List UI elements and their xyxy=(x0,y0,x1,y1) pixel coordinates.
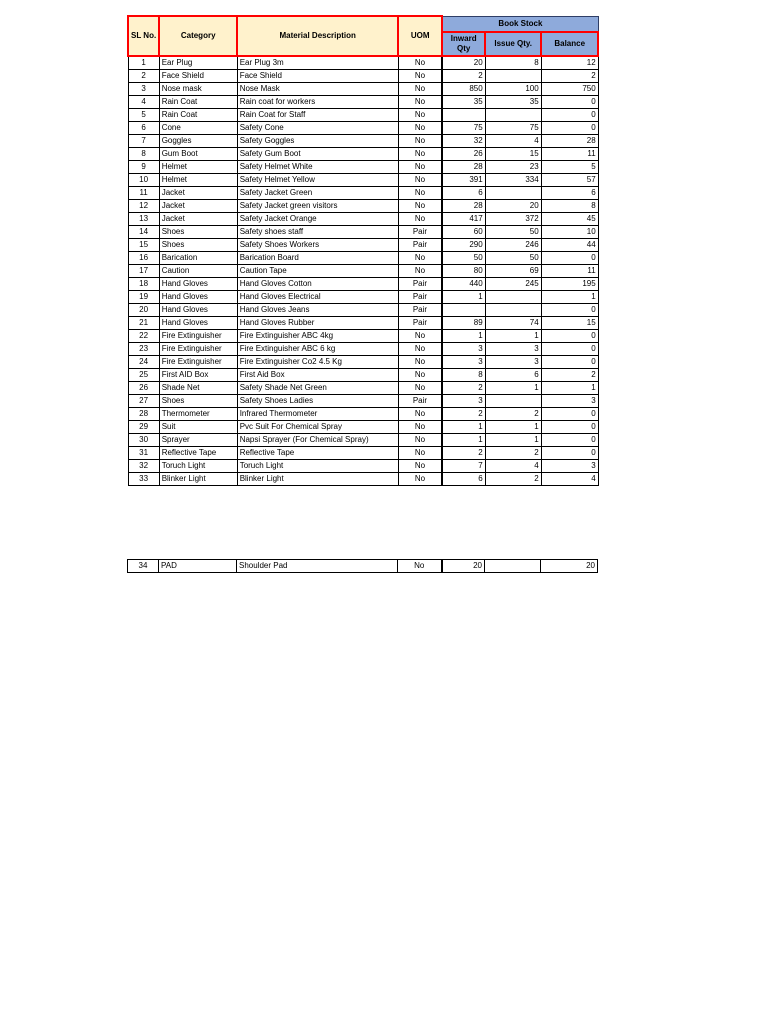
table-row xyxy=(128,433,598,446)
cell-category: Face Shield xyxy=(159,69,237,82)
cell-sl-no: 5 xyxy=(128,108,159,121)
cell-uom: No xyxy=(398,472,442,485)
cell-sl-no: 27 xyxy=(128,394,159,407)
cell-uom: No xyxy=(398,459,442,472)
cell-balance: 0 xyxy=(541,108,598,121)
cell-issue-qty: 1 xyxy=(485,420,541,433)
cell-category: Caution xyxy=(159,264,237,277)
cell-issue-qty: 2 xyxy=(485,446,541,459)
cell-uom: Pair xyxy=(398,303,442,316)
cell-material-description: Shoulder Pad xyxy=(237,560,398,573)
cell-uom: No xyxy=(398,251,442,264)
cell-issue-qty: 100 xyxy=(485,82,541,95)
cell-balance: 44 xyxy=(541,238,598,251)
table-row xyxy=(128,446,598,459)
cell-category: Jacket xyxy=(159,212,237,225)
cell-issue-qty xyxy=(485,108,541,121)
cell-category: Hand Gloves xyxy=(159,303,237,316)
cell-uom: Pair xyxy=(398,238,442,251)
cell-sl-no: 3 xyxy=(128,82,159,95)
cell-uom: No xyxy=(398,121,442,134)
cell-issue-qty xyxy=(485,69,541,82)
cell-category: Hand Gloves xyxy=(159,316,237,329)
cell-inward-qty: 60 xyxy=(442,225,485,238)
cell-issue-qty: 6 xyxy=(485,368,541,381)
header-book-stock: Book Stock xyxy=(442,16,598,32)
cell-material-description: Barication Board xyxy=(237,251,398,264)
cell-category: Rain Coat xyxy=(159,95,237,108)
cell-uom: No xyxy=(398,329,442,342)
cell-material-description: Safety Shoes Workers xyxy=(237,238,398,251)
cell-uom: Pair xyxy=(398,290,442,303)
table-row xyxy=(128,82,598,95)
cell-balance: 0 xyxy=(541,251,598,264)
cell-issue-qty: 1 xyxy=(485,381,541,394)
cell-balance: 8 xyxy=(541,199,598,212)
cell-uom: No xyxy=(398,173,442,186)
cell-material-description: Infrared Thermometer xyxy=(237,407,398,420)
cell-issue-qty: 4 xyxy=(485,134,541,147)
cell-sl-no: 26 xyxy=(128,381,159,394)
cell-sl-no: 14 xyxy=(128,225,159,238)
cell-sl-no: 25 xyxy=(128,368,159,381)
extra-stock-table xyxy=(127,559,598,573)
cell-inward-qty: 26 xyxy=(442,147,485,160)
cell-issue-qty: 75 xyxy=(485,121,541,134)
header-category: Category xyxy=(159,16,237,56)
cell-uom: No xyxy=(398,147,442,160)
cell-inward-qty: 28 xyxy=(442,160,485,173)
cell-category: Thermometer xyxy=(159,407,237,420)
cell-category: Blinker Light xyxy=(159,472,237,485)
cell-inward-qty: 75 xyxy=(442,121,485,134)
cell-inward-qty: 2 xyxy=(442,381,485,394)
cell-inward-qty: 6 xyxy=(442,186,485,199)
table-row xyxy=(128,134,598,147)
table-row xyxy=(128,186,598,199)
table-row xyxy=(128,381,598,394)
cell-issue-qty: 50 xyxy=(485,251,541,264)
cell-issue-qty: 23 xyxy=(485,160,541,173)
cell-issue-qty: 50 xyxy=(485,225,541,238)
cell-uom: No xyxy=(398,381,442,394)
cell-category: Gum Boot xyxy=(159,147,237,160)
cell-balance: 0 xyxy=(541,342,598,355)
cell-issue-qty: 3 xyxy=(485,342,541,355)
cell-material-description: Hand Gloves Rubber xyxy=(237,316,398,329)
cell-uom: No xyxy=(398,56,442,70)
cell-sl-no: 7 xyxy=(128,134,159,147)
cell-balance: 3 xyxy=(541,394,598,407)
cell-inward-qty: 2 xyxy=(442,69,485,82)
cell-material-description: Nose Mask xyxy=(237,82,398,95)
cell-inward-qty: 3 xyxy=(442,355,485,368)
cell-material-description: Fire Extinguisher Co2 4.5 Kg xyxy=(237,355,398,368)
cell-issue-qty xyxy=(485,560,541,573)
cell-sl-no: 4 xyxy=(128,95,159,108)
header-uom: UOM xyxy=(398,16,442,56)
table-row xyxy=(128,303,598,316)
cell-sl-no: 8 xyxy=(128,147,159,160)
cell-balance: 0 xyxy=(541,95,598,108)
cell-material-description: Safety Gum Boot xyxy=(237,147,398,160)
cell-inward-qty: 32 xyxy=(442,134,485,147)
cell-material-description: Fire Extinguisher ABC 6 kg xyxy=(237,342,398,355)
cell-category: Toruch Light xyxy=(159,459,237,472)
cell-uom: Pair xyxy=(398,394,442,407)
table-row xyxy=(128,212,598,225)
cell-sl-no: 33 xyxy=(128,472,159,485)
cell-inward-qty: 3 xyxy=(442,394,485,407)
cell-material-description: Rain coat for workers xyxy=(237,95,398,108)
cell-uom: No xyxy=(398,446,442,459)
cell-category: Hand Gloves xyxy=(159,277,237,290)
cell-uom: No xyxy=(398,199,442,212)
cell-uom: No xyxy=(398,212,442,225)
cell-issue-qty: 69 xyxy=(485,264,541,277)
cell-uom: No xyxy=(398,134,442,147)
cell-category: Jacket xyxy=(159,186,237,199)
cell-category: Helmet xyxy=(159,173,237,186)
cell-sl-no: 12 xyxy=(128,199,159,212)
cell-sl-no: 30 xyxy=(128,433,159,446)
extra-table-body xyxy=(128,560,598,573)
table-row xyxy=(128,472,598,485)
cell-issue-qty xyxy=(485,186,541,199)
cell-uom: No xyxy=(398,160,442,173)
cell-category: Fire Extinguisher xyxy=(159,342,237,355)
cell-balance: 195 xyxy=(541,277,598,290)
cell-inward-qty: 1 xyxy=(442,433,485,446)
cell-balance: 11 xyxy=(541,147,598,160)
cell-category: Shoes xyxy=(159,225,237,238)
table-body xyxy=(128,56,598,486)
cell-sl-no: 10 xyxy=(128,173,159,186)
cell-material-description: Safety shoes staff xyxy=(237,225,398,238)
cell-balance: 4 xyxy=(541,472,598,485)
cell-inward-qty: 50 xyxy=(442,251,485,264)
cell-balance: 0 xyxy=(541,420,598,433)
cell-material-description: Fire Extinguisher ABC 4kg xyxy=(237,329,398,342)
cell-sl-no: 2 xyxy=(128,69,159,82)
cell-inward-qty: 1 xyxy=(442,329,485,342)
cell-inward-qty: 850 xyxy=(442,82,485,95)
cell-sl-no: 22 xyxy=(128,329,159,342)
cell-category: Hand Gloves xyxy=(159,290,237,303)
table-row xyxy=(128,56,598,70)
cell-uom: No xyxy=(398,420,442,433)
cell-issue-qty xyxy=(485,394,541,407)
cell-uom: No xyxy=(398,69,442,82)
cell-uom: No xyxy=(398,95,442,108)
table-row xyxy=(128,560,598,573)
cell-balance: 2 xyxy=(541,368,598,381)
cell-category: Nose mask xyxy=(159,82,237,95)
cell-issue-qty: 2 xyxy=(485,407,541,420)
cell-inward-qty: 3 xyxy=(442,342,485,355)
cell-category: Reflective Tape xyxy=(159,446,237,459)
cell-balance: 0 xyxy=(541,407,598,420)
cell-material-description: Safety Shade Net Green xyxy=(237,381,398,394)
cell-balance: 0 xyxy=(541,446,598,459)
cell-category: Shade Net xyxy=(159,381,237,394)
cell-balance: 0 xyxy=(541,433,598,446)
cell-material-description: Safety Helmet White xyxy=(237,160,398,173)
cell-issue-qty: 334 xyxy=(485,173,541,186)
table-row xyxy=(128,199,598,212)
cell-inward-qty: 391 xyxy=(442,173,485,186)
table-row xyxy=(128,368,598,381)
cell-material-description: Napsi Sprayer (For Chemical Spray) xyxy=(237,433,398,446)
table-row xyxy=(128,355,598,368)
cell-issue-qty: 245 xyxy=(485,277,541,290)
cell-balance: 1 xyxy=(541,290,598,303)
cell-sl-no: 24 xyxy=(128,355,159,368)
cell-issue-qty: 4 xyxy=(485,459,541,472)
cell-balance: 750 xyxy=(541,82,598,95)
cell-balance: 0 xyxy=(541,121,598,134)
table-row xyxy=(128,264,598,277)
cell-balance: 45 xyxy=(541,212,598,225)
table-row xyxy=(128,121,598,134)
cell-category: Sprayer xyxy=(159,433,237,446)
stock-table xyxy=(127,15,599,486)
header-issue-qty: Issue Qty. xyxy=(485,32,541,56)
cell-inward-qty: 80 xyxy=(442,264,485,277)
cell-uom: No xyxy=(398,186,442,199)
cell-sl-no: 18 xyxy=(128,277,159,290)
cell-inward-qty: 440 xyxy=(442,277,485,290)
cell-inward-qty: 1 xyxy=(442,290,485,303)
cell-uom: No xyxy=(398,82,442,95)
cell-material-description: Safety Jacket Orange xyxy=(237,212,398,225)
cell-inward-qty: 290 xyxy=(442,238,485,251)
table-row xyxy=(128,225,598,238)
cell-category: Jacket xyxy=(159,199,237,212)
cell-sl-no: 23 xyxy=(128,342,159,355)
table-row xyxy=(128,160,598,173)
cell-sl-no: 13 xyxy=(128,212,159,225)
cell-balance: 15 xyxy=(541,316,598,329)
cell-inward-qty: 417 xyxy=(442,212,485,225)
header-inward-qty: Inward Qty xyxy=(442,32,485,56)
cell-issue-qty: 372 xyxy=(485,212,541,225)
cell-material-description: Safety Jacket green visitors xyxy=(237,199,398,212)
table-row xyxy=(128,95,598,108)
cell-category: Fire Extinguisher xyxy=(159,355,237,368)
cell-material-description: Safety Helmet Yellow xyxy=(237,173,398,186)
cell-uom: No xyxy=(398,368,442,381)
cell-balance: 11 xyxy=(541,264,598,277)
table-row xyxy=(128,459,598,472)
cell-material-description: Blinker Light xyxy=(237,472,398,485)
cell-uom: No xyxy=(398,342,442,355)
table-header xyxy=(128,16,598,56)
cell-category: Barication xyxy=(159,251,237,264)
cell-inward-qty: 20 xyxy=(442,560,485,573)
cell-balance: 12 xyxy=(541,56,598,70)
cell-material-description: Reflective Tape xyxy=(237,446,398,459)
cell-balance: 57 xyxy=(541,173,598,186)
table-row xyxy=(128,251,598,264)
cell-sl-no: 20 xyxy=(128,303,159,316)
cell-inward-qty: 2 xyxy=(442,446,485,459)
cell-material-description: Caution Tape xyxy=(237,264,398,277)
cell-issue-qty: 1 xyxy=(485,433,541,446)
cell-balance: 20 xyxy=(541,560,598,573)
cell-uom: Pair xyxy=(398,277,442,290)
cell-sl-no: 16 xyxy=(128,251,159,264)
cell-inward-qty xyxy=(442,108,485,121)
table-row xyxy=(128,316,598,329)
cell-category: Shoes xyxy=(159,394,237,407)
cell-uom: Pair xyxy=(398,316,442,329)
cell-inward-qty: 6 xyxy=(442,472,485,485)
cell-material-description: Toruch Light xyxy=(237,459,398,472)
table-row xyxy=(128,238,598,251)
cell-material-description: Safety Shoes Ladies xyxy=(237,394,398,407)
cell-uom: Pair xyxy=(398,225,442,238)
header-material-description: Material Description xyxy=(237,16,398,56)
cell-category: Suit xyxy=(159,420,237,433)
cell-category: Ear Plug xyxy=(159,56,237,70)
cell-material-description: Face Shield xyxy=(237,69,398,82)
table-row xyxy=(128,290,598,303)
header-sl-no: SL No. xyxy=(128,16,159,56)
cell-material-description: Hand Gloves Jeans xyxy=(237,303,398,316)
cell-sl-no: 34 xyxy=(128,560,159,573)
cell-uom: No xyxy=(398,355,442,368)
cell-sl-no: 28 xyxy=(128,407,159,420)
cell-balance: 10 xyxy=(541,225,598,238)
cell-uom: No xyxy=(398,108,442,121)
cell-category: First AID Box xyxy=(159,368,237,381)
table-row xyxy=(128,394,598,407)
cell-material-description: Pvc Suit For Chemical Spray xyxy=(237,420,398,433)
cell-material-description: Safety Cone xyxy=(237,121,398,134)
cell-category: PAD xyxy=(159,560,237,573)
cell-balance: 0 xyxy=(541,303,598,316)
cell-balance: 0 xyxy=(541,329,598,342)
cell-category: Cone xyxy=(159,121,237,134)
cell-inward-qty: 28 xyxy=(442,199,485,212)
cell-issue-qty: 2 xyxy=(485,472,541,485)
cell-material-description: Safety Jacket Green xyxy=(237,186,398,199)
table-row xyxy=(128,108,598,121)
table-row xyxy=(128,407,598,420)
table-row xyxy=(128,277,598,290)
cell-inward-qty: 35 xyxy=(442,95,485,108)
cell-sl-no: 6 xyxy=(128,121,159,134)
cell-category: Fire Extinguisher xyxy=(159,329,237,342)
cell-issue-qty: 20 xyxy=(485,199,541,212)
cell-sl-no: 17 xyxy=(128,264,159,277)
cell-issue-qty: 74 xyxy=(485,316,541,329)
cell-material-description: First Aid Box xyxy=(237,368,398,381)
table-row xyxy=(128,69,598,82)
cell-sl-no: 15 xyxy=(128,238,159,251)
cell-issue-qty: 1 xyxy=(485,329,541,342)
cell-issue-qty xyxy=(485,303,541,316)
cell-balance: 5 xyxy=(541,160,598,173)
table-row xyxy=(128,342,598,355)
cell-inward-qty: 1 xyxy=(442,420,485,433)
table-row xyxy=(128,147,598,160)
cell-uom: No xyxy=(398,433,442,446)
cell-category: Goggles xyxy=(159,134,237,147)
cell-issue-qty: 35 xyxy=(485,95,541,108)
cell-category: Rain Coat xyxy=(159,108,237,121)
cell-inward-qty xyxy=(442,303,485,316)
cell-uom: No xyxy=(398,407,442,420)
cell-material-description: Hand Gloves Cotton xyxy=(237,277,398,290)
cell-material-description: Hand Gloves Electrical xyxy=(237,290,398,303)
cell-sl-no: 31 xyxy=(128,446,159,459)
cell-balance: 28 xyxy=(541,134,598,147)
cell-sl-no: 19 xyxy=(128,290,159,303)
cell-inward-qty: 8 xyxy=(442,368,485,381)
cell-issue-qty: 246 xyxy=(485,238,541,251)
cell-balance: 6 xyxy=(541,186,598,199)
cell-inward-qty: 20 xyxy=(442,56,485,70)
cell-category: Helmet xyxy=(159,160,237,173)
cell-inward-qty: 7 xyxy=(442,459,485,472)
cell-sl-no: 32 xyxy=(128,459,159,472)
table-row xyxy=(128,420,598,433)
cell-inward-qty: 2 xyxy=(442,407,485,420)
cell-sl-no: 29 xyxy=(128,420,159,433)
cell-issue-qty: 3 xyxy=(485,355,541,368)
cell-category: Shoes xyxy=(159,238,237,251)
cell-material-description: Rain Coat for Staff xyxy=(237,108,398,121)
table-row xyxy=(128,329,598,342)
cell-balance: 2 xyxy=(541,69,598,82)
header-balance: Balance xyxy=(541,32,598,56)
cell-issue-qty: 15 xyxy=(485,147,541,160)
cell-balance: 0 xyxy=(541,355,598,368)
cell-inward-qty: 89 xyxy=(442,316,485,329)
cell-issue-qty xyxy=(485,290,541,303)
cell-uom: No xyxy=(398,560,442,573)
cell-sl-no: 21 xyxy=(128,316,159,329)
cell-material-description: Ear Plug 3m xyxy=(237,56,398,70)
table-row xyxy=(128,173,598,186)
cell-issue-qty: 8 xyxy=(485,56,541,70)
cell-balance: 3 xyxy=(541,459,598,472)
cell-sl-no: 9 xyxy=(128,160,159,173)
cell-material-description: Safety Goggles xyxy=(237,134,398,147)
cell-sl-no: 11 xyxy=(128,186,159,199)
cell-uom: No xyxy=(398,264,442,277)
cell-sl-no: 1 xyxy=(128,56,159,70)
cell-balance: 1 xyxy=(541,381,598,394)
